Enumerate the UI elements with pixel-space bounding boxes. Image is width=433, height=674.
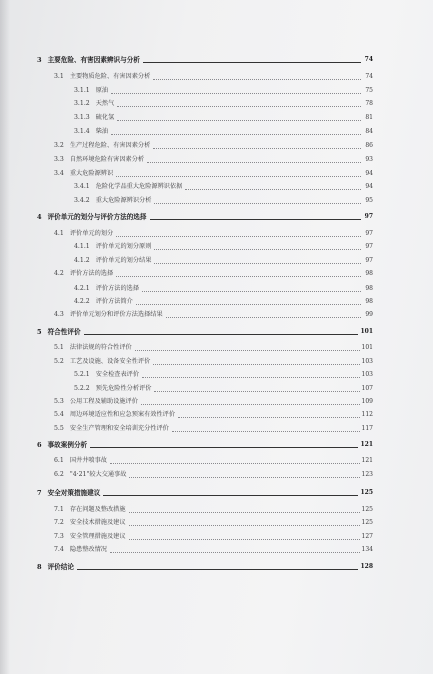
toc-entry-title: 评价单元的划分与评价方法的选择 xyxy=(47,213,147,221)
toc-entry-number: 3.4.1 xyxy=(74,183,90,190)
toc-entry-number: 7.3 xyxy=(54,533,64,540)
toc-entry-number: 6.2 xyxy=(54,471,64,478)
toc-entry-page: 98 xyxy=(365,298,373,305)
toc-entry xyxy=(54,269,373,279)
toc-leader-dots xyxy=(117,106,361,107)
toc-entry-title: 安全对策措施建议 xyxy=(47,489,101,497)
toc-entry-page: 97 xyxy=(364,213,373,220)
toc-leader-dots xyxy=(142,377,359,378)
toc-entry-number: 3.4 xyxy=(54,170,64,177)
toc-entry xyxy=(74,256,373,266)
toc-entry xyxy=(54,169,373,179)
toc-leader-dots xyxy=(141,404,360,405)
toc-entry-page: 84 xyxy=(365,128,373,135)
toc-entry xyxy=(74,113,373,123)
toc-leader-dots xyxy=(166,317,361,318)
toc-entry-title: 公用工程及辅助设施评价 xyxy=(69,398,138,405)
toc-entry xyxy=(37,488,373,498)
toc-leader-dots xyxy=(90,447,358,448)
toc-entry-number: 7 xyxy=(37,489,42,497)
toc-entry-number: 3.3 xyxy=(54,156,64,163)
toc-entry-page: 125 xyxy=(361,519,373,526)
toc-entry-number: 7.4 xyxy=(54,546,64,553)
toc-entry-page: 75 xyxy=(365,87,373,94)
toc-leader-dots xyxy=(135,350,360,351)
toc-entry xyxy=(54,155,373,165)
toc-entry-number: 5.2.2 xyxy=(74,385,90,392)
toc-entry-page: 93 xyxy=(365,156,373,163)
toc-entry xyxy=(54,532,373,542)
toc-entry-page: 109 xyxy=(361,398,373,405)
toc-entry-title: 预先危险性分析评价 xyxy=(95,385,152,392)
toc-leader-dots xyxy=(143,62,361,63)
toc-entry xyxy=(74,297,373,307)
toc-entry-page: 74 xyxy=(364,56,373,63)
toc-leader-dots xyxy=(117,120,361,121)
toc-entry xyxy=(54,410,373,420)
toc-entry-number: 4.1.1 xyxy=(74,243,90,250)
toc-leader-dots xyxy=(110,552,360,553)
toc-entry-title: 周边环境适应性和应急预案有效性评价 xyxy=(69,411,176,418)
toc-entry-page: 112 xyxy=(361,411,373,418)
toc-entry xyxy=(74,127,373,137)
toc-entry-number: 8 xyxy=(37,563,42,571)
toc-leader-dots xyxy=(172,431,360,432)
toc-entry-page: 99 xyxy=(365,311,373,318)
toc-entry-page: 128 xyxy=(360,563,373,570)
toc-entry-number: 3.1.1 xyxy=(74,87,90,94)
toc-entry-page: 117 xyxy=(361,425,373,432)
toc-entry-title: 天然气 xyxy=(95,100,115,107)
toc-entry-page: 103 xyxy=(361,358,373,365)
toc-entry xyxy=(54,310,373,320)
toc-entry-title: 隐患整改情况 xyxy=(69,546,107,553)
toc-entry xyxy=(54,470,373,480)
toc-entry-page: 125 xyxy=(360,489,373,496)
toc-entry-title: "4·21"较大交通事故 xyxy=(69,471,127,478)
toc-entry-title: 评价方法的选择 xyxy=(69,270,114,277)
toc-entry-page: 98 xyxy=(365,285,373,292)
toc-entry-number: 3.1 xyxy=(54,73,64,80)
toc-entry-title: 主要危险、有害因素辨识与分析 xyxy=(47,56,140,64)
toc-entry-number: 6 xyxy=(37,441,42,449)
toc-entry xyxy=(54,141,373,151)
toc-entry xyxy=(54,72,373,82)
toc-entry xyxy=(54,357,373,367)
toc-entry-title: 事故案例分析 xyxy=(47,441,88,449)
toc-entry-number: 5.1 xyxy=(54,344,64,351)
toc-entry-title: 生产过程危险、有害因素分析 xyxy=(69,142,151,149)
toc-leader-dots xyxy=(77,569,359,570)
toc-entry-number: 5.4 xyxy=(54,411,64,418)
toc-entry-title: 安全技术措施及建议 xyxy=(69,519,126,526)
toc-entry xyxy=(74,86,373,96)
toc-entry xyxy=(54,424,373,434)
toc-leader-dots xyxy=(129,512,360,513)
toc-entry-page: 121 xyxy=(360,441,373,448)
toc-entry-title: 柴油 xyxy=(95,128,109,135)
toc-entry-page: 123 xyxy=(361,471,373,478)
toc-entry-number: 7.2 xyxy=(54,519,64,526)
toc-entry-page: 74 xyxy=(365,73,373,80)
toc-entry-page: 134 xyxy=(361,546,373,553)
toc-entry xyxy=(54,505,373,515)
toc-entry-title: 安全生产管理和安全培训充分性评价 xyxy=(69,425,169,432)
toc-entry-number: 4.1.2 xyxy=(74,257,90,264)
toc-entry-number: 4.2.1 xyxy=(74,285,90,292)
toc-leader-dots xyxy=(153,148,361,149)
toc-leader-dots xyxy=(84,334,359,335)
toc-entry xyxy=(74,370,373,380)
toc-leader-dots xyxy=(185,189,361,190)
toc-entry xyxy=(74,182,373,192)
toc-entry-title: 工艺及设施、设备安全性评价 xyxy=(69,358,151,365)
toc-entry-number: 3.1.2 xyxy=(74,100,90,107)
toc-entry-title: 法律法规的符合性评价 xyxy=(69,344,132,351)
toc-entry xyxy=(54,229,373,239)
toc-entry-title: 评价方法的选择 xyxy=(95,285,140,292)
toc-entry-page: 97 xyxy=(365,243,373,250)
toc-entry xyxy=(37,212,373,222)
toc-entry-number: 4.3 xyxy=(54,311,64,318)
toc-entry xyxy=(54,518,373,528)
toc-leader-dots xyxy=(154,263,361,264)
toc-entry xyxy=(37,562,373,572)
toc-entry-page: 81 xyxy=(365,114,373,121)
toc-entry-number: 7.1 xyxy=(54,506,64,513)
toc-entry-page: 101 xyxy=(361,344,373,351)
toc-leader-dots xyxy=(154,203,361,204)
toc-entry-title: 国井井喷事故 xyxy=(69,457,107,464)
toc-entry-number: 4.2.2 xyxy=(74,298,90,305)
toc-entry-number: 4 xyxy=(37,213,42,221)
toc-leader-dots xyxy=(116,236,361,237)
toc-entry-title: 评价单元划分和评价方法选择结果 xyxy=(69,311,163,318)
toc-entry-number: 4.2 xyxy=(54,270,64,277)
toc-entry-number: 6.1 xyxy=(54,457,64,464)
toc-entry-page: 125 xyxy=(361,506,373,513)
toc-leader-dots xyxy=(129,477,359,478)
toc-entry-number: 4.1 xyxy=(54,230,64,237)
toc-entry xyxy=(54,397,373,407)
toc-entry-page: 94 xyxy=(365,183,373,190)
toc-entry-number: 3.1.3 xyxy=(74,114,90,121)
toc-entry xyxy=(54,456,373,466)
toc-entry xyxy=(54,545,373,555)
toc-entry-number: 5.5 xyxy=(54,425,64,432)
toc-entry xyxy=(54,343,373,353)
toc-entry-title: 符合性评价 xyxy=(47,328,81,336)
toc-entry-title: 重大危险源辨识分析 xyxy=(95,197,152,204)
toc-entry-page: 103 xyxy=(361,371,373,378)
toc-entry-title: 主要物质危险、有害因素分析 xyxy=(69,73,151,80)
toc-entry xyxy=(74,242,373,252)
toc-entry-page: 97 xyxy=(365,257,373,264)
toc-entry-number: 5.2 xyxy=(54,358,64,365)
toc-entry xyxy=(37,440,373,450)
toc-entry-number: 3 xyxy=(37,56,42,64)
toc-entry xyxy=(74,99,373,109)
toc-entry xyxy=(74,196,373,206)
toc-entry-page: 78 xyxy=(365,100,373,107)
toc-leader-dots xyxy=(154,249,361,250)
toc-leader-dots xyxy=(110,463,360,464)
toc-entry-page: 95 xyxy=(365,197,373,204)
toc-entry-page: 121 xyxy=(361,457,373,464)
toc-leader-dots xyxy=(129,525,360,526)
toc-entry xyxy=(74,384,373,394)
toc-entry-title: 评价单元的划分 xyxy=(69,230,114,237)
toc-entry-page: 127 xyxy=(361,533,373,540)
toc-entry-title: 评价结论 xyxy=(47,563,74,571)
toc-entry-page: 101 xyxy=(360,328,373,335)
toc-entry-title: 原油 xyxy=(95,87,109,94)
toc-leader-dots xyxy=(111,134,361,135)
toc-leader-dots xyxy=(136,304,361,305)
toc-entry-title: 存在问题及整改措施 xyxy=(69,506,126,513)
toc-leader-dots xyxy=(150,219,362,220)
toc-entry-page: 86 xyxy=(365,142,373,149)
toc-entry xyxy=(74,284,373,294)
toc-entry-title: 自然环境危险有害因素分析 xyxy=(69,156,145,163)
toc-entry-title: 重大危险源辨识 xyxy=(69,170,114,177)
toc-entry-title: 评价单元的划分原则 xyxy=(95,243,152,250)
toc-leader-dots xyxy=(154,391,359,392)
toc-leader-dots xyxy=(116,276,361,277)
toc-entry-title: 危险化学品重大危险源辨识依据 xyxy=(95,183,183,190)
toc-leader-dots xyxy=(153,79,361,80)
toc-leader-dots xyxy=(178,417,360,418)
toc-entry-number: 3.4.2 xyxy=(74,197,90,204)
toc-entry-page: 107 xyxy=(361,385,373,392)
toc-entry-number: 5 xyxy=(37,328,42,336)
toc-leader-dots xyxy=(111,93,361,94)
toc-leader-dots xyxy=(116,176,361,177)
toc-entry-number: 5.3 xyxy=(54,398,64,405)
toc-entry-title: 硫化氢 xyxy=(95,114,115,121)
toc-leader-dots xyxy=(147,162,361,163)
toc-entry-page: 97 xyxy=(365,230,373,237)
toc-entry-number: 3.2 xyxy=(54,142,64,149)
toc-entry-title: 安全检查表评价 xyxy=(95,371,140,378)
toc-entry-title: 评价方法简介 xyxy=(95,298,133,305)
toc-leader-dots xyxy=(153,364,359,365)
toc-entry-page: 98 xyxy=(365,270,373,277)
toc-leader-dots xyxy=(129,539,360,540)
toc-leader-dots xyxy=(103,495,358,496)
toc-entry-title: 评价单元的划分结果 xyxy=(95,257,152,264)
toc-entry-title: 安全管理措施及建议 xyxy=(69,533,126,540)
toc-entry xyxy=(37,327,373,337)
toc-entry-number: 3.1.4 xyxy=(74,128,90,135)
toc-entry xyxy=(37,55,373,65)
toc-entry-page: 94 xyxy=(365,170,373,177)
toc-entry-number: 5.2.1 xyxy=(74,371,90,378)
toc-leader-dots xyxy=(142,291,361,292)
